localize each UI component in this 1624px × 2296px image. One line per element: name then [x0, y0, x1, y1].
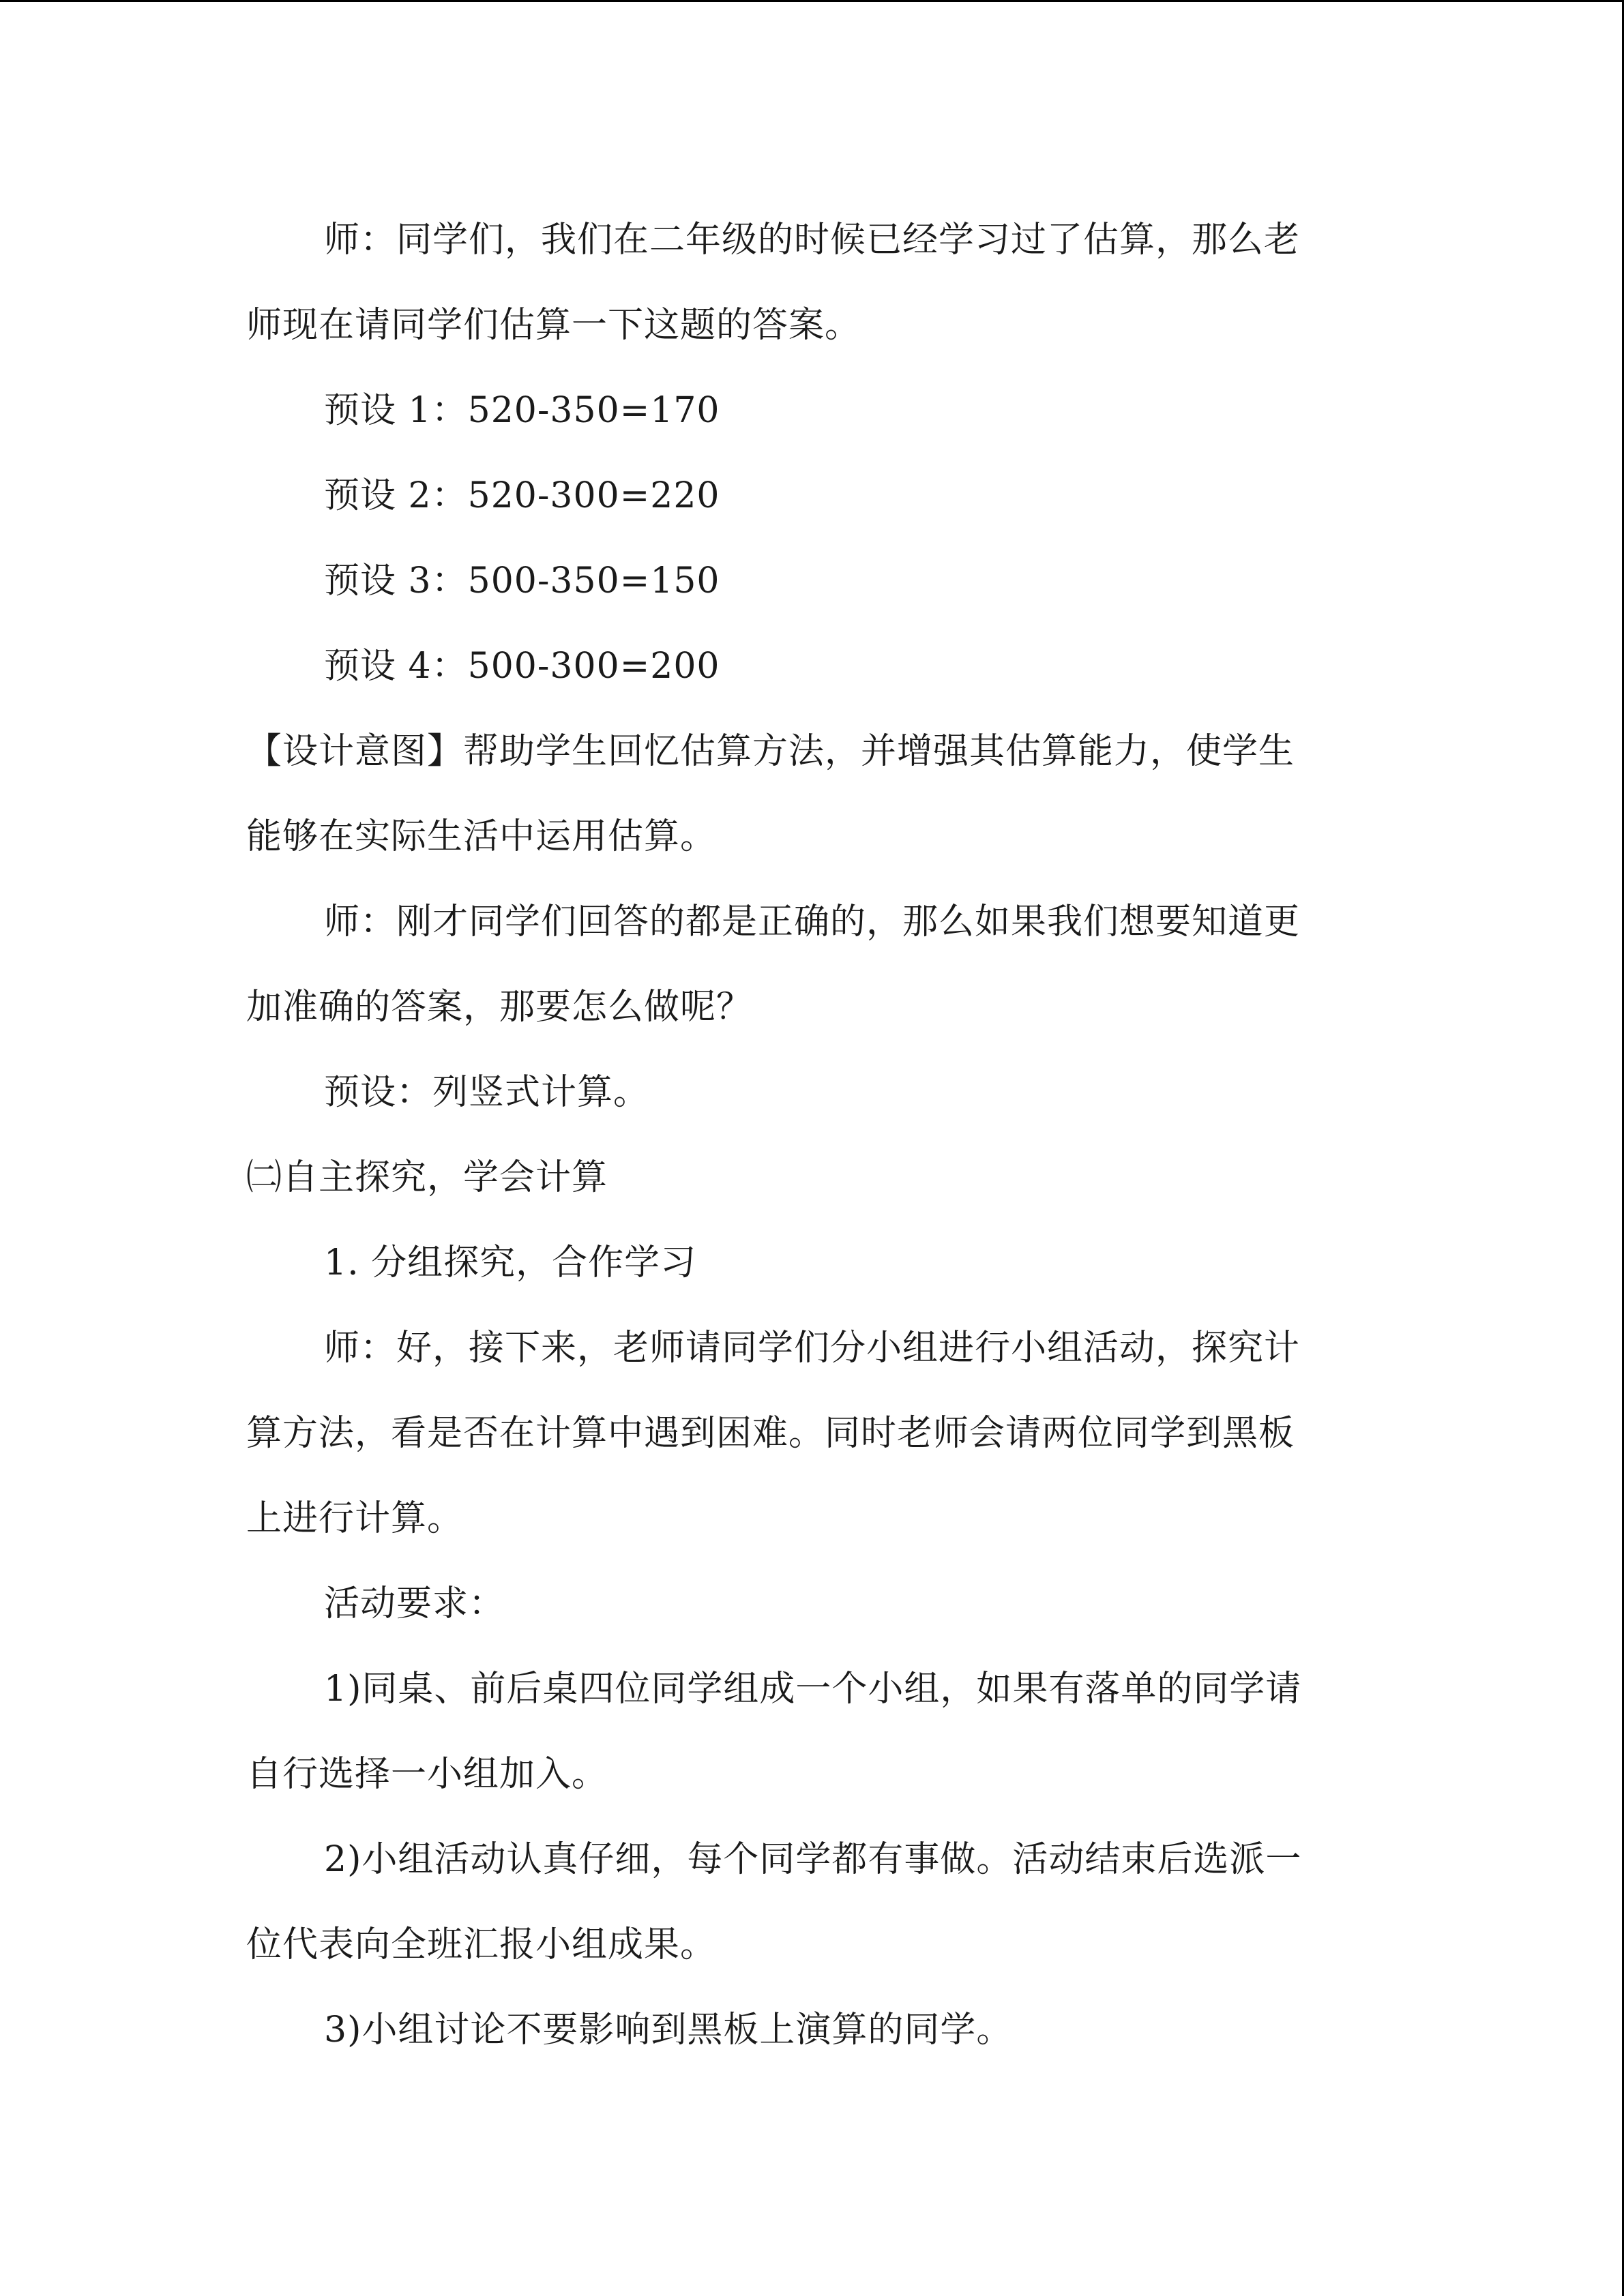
paragraph-line: 加准确的答案，那要怎么做呢？: [246, 987, 753, 1028]
paragraph-line: 师：刚才同学们回答的都是正确的，那么如果我们想要知道更: [324, 901, 1301, 942]
paragraph-line: 预设：列竖式计算。: [324, 1072, 650, 1113]
list-item: 1)同桌、前后桌四位同学组成一个小组，如果有落单的同学请: [324, 1669, 1302, 1710]
paragraph-line: 预设 2：520-300=220: [324, 475, 720, 516]
list-item-continuation: 自行选择一小组加入。: [246, 1754, 608, 1795]
paragraph-line: 能够在实际生活中运用估算。: [246, 816, 717, 857]
paragraph-line: 【设计意图】帮助学生回忆估算方法，并增强其估算能力，使学生: [246, 731, 1295, 772]
paragraph-line: 预设 4：500-300=200: [324, 646, 720, 687]
paragraph-line: 活动要求：: [324, 1583, 505, 1624]
list-item: 3)小组讨论不要影响到黑板上演算的同学。: [324, 2010, 1013, 2051]
list-item: 2)小组活动认真仔细，每个同学都有事做。活动结束后选派一: [324, 1839, 1302, 1880]
paragraph-line: 算方法，看是否在计算中遇到困难。同时老师会请两位同学到黑板: [246, 1413, 1295, 1454]
paragraph-line: 预设 1：520-350=170: [324, 390, 720, 431]
paragraph-line: 师：好，接下来，老师请同学们分小组进行小组活动，探究计: [324, 1328, 1301, 1369]
paragraph-line: 上进行计算。: [246, 1498, 464, 1539]
section-heading: ㈡自主探究，学会计算: [246, 1157, 608, 1198]
list-item-continuation: 位代表向全班汇报小组成果。: [246, 1924, 717, 1965]
paragraph-line: 师：同学们，我们在二年级的时候已经学习过了估算，那么老: [324, 220, 1301, 260]
subsection-heading: 1. 分组探究，合作学习: [324, 1242, 697, 1283]
page-border-top: [0, 0, 1624, 2]
paragraph-line: 师现在请同学们估算一下这题的答案。: [246, 305, 861, 346]
document-body: [246, 198, 1355, 2073]
paragraph-line: 预设 3：500-350=150: [324, 561, 720, 601]
